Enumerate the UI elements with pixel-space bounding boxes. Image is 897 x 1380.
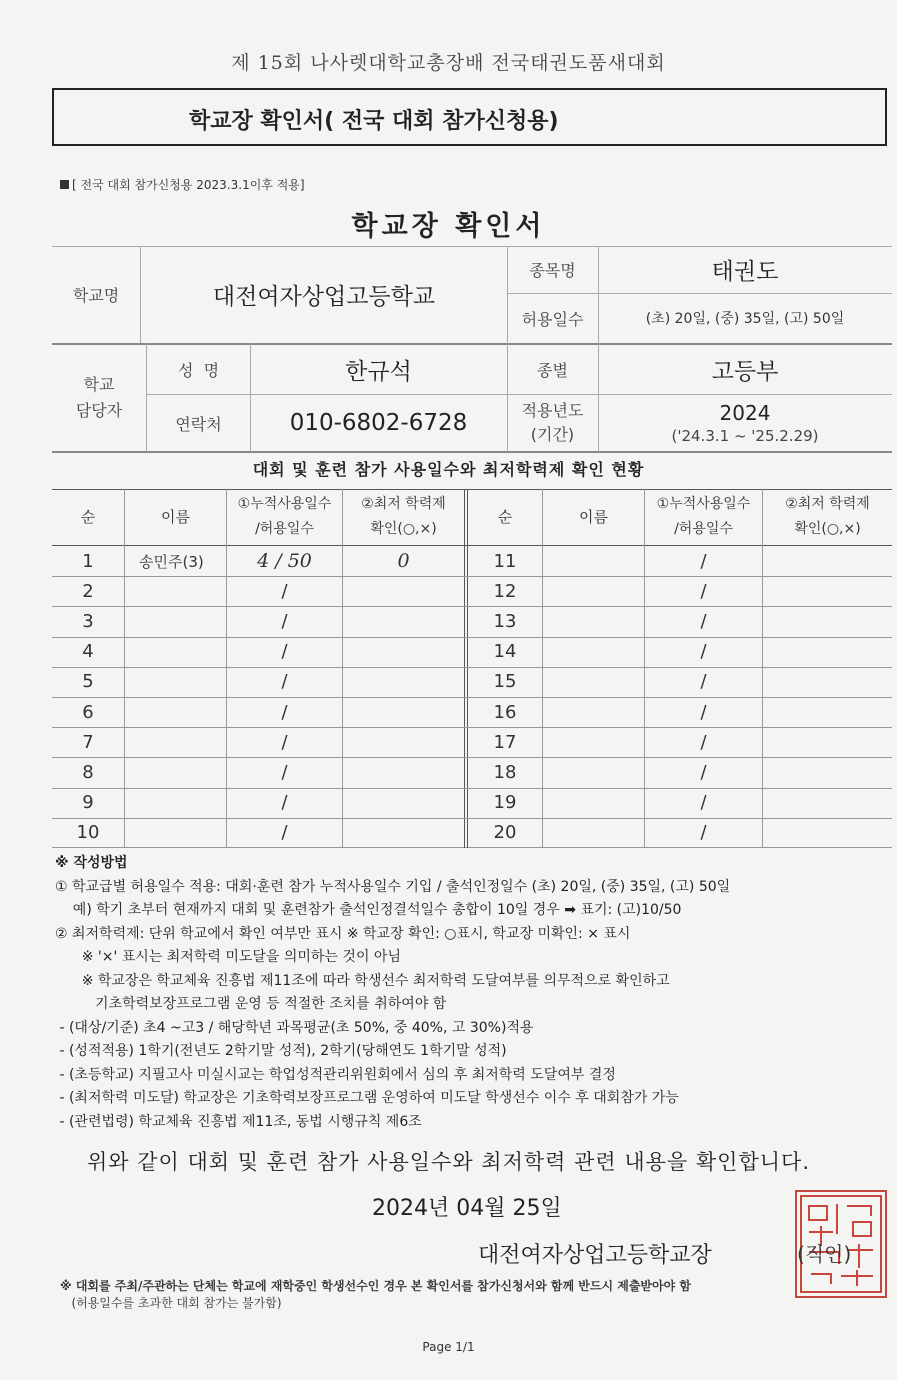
instruction-line: ① 학교급별 허용일수 적용: 대회·훈련 참가 누적사용일수 기입 / 출석인정일수 (초) 20일, (중) 35일, (고) 50일: [55, 878, 731, 895]
usage-days: /: [700, 550, 707, 572]
issue-date: 2024년 04월 25일: [372, 1196, 562, 1221]
row-number: 16: [493, 701, 517, 723]
row-number: 14: [493, 641, 517, 663]
usage-days: /: [700, 761, 707, 783]
instruction-line: ② 최저학력제: 단위 학교에서 확인 여부만 표시 ※ 학교장 확인: ○표시, 학교장 미확인: × 표시: [55, 925, 631, 942]
instruction-line: 예) 학기 초부터 현재까지 대회 및 훈련참가 출석인정결석일수 총합이 10일 경우 ➡ 표기: (고)10/50: [55, 902, 682, 918]
min-achievement-check: [763, 606, 892, 636]
row-number: 9: [82, 792, 94, 814]
min-achievement-check: [343, 637, 464, 667]
student-name: [125, 637, 226, 667]
row-number: 19: [493, 792, 517, 814]
footnote: [60, 1278, 880, 1312]
phone-label: 연락처: [175, 414, 222, 434]
row-number: 7: [82, 731, 94, 753]
footnote-line: ※ 대회를 주최/주관하는 단체는 학교에 재학중인 학생선수인 경우 본 확인서를 참가신청서와 함께 반드시 제출받아야 함: [60, 1279, 691, 1293]
min-achievement-check: [763, 818, 892, 848]
row-number: 10: [76, 822, 100, 844]
min-achievement-check: [763, 637, 892, 667]
student-name: [543, 576, 644, 606]
col-header-days-2: ①누적사용일수 /허용일수: [656, 496, 751, 537]
student-name: [543, 818, 644, 848]
student-name: [543, 546, 644, 576]
header-info-table: [52, 246, 892, 452]
usage-days: /: [700, 822, 707, 844]
row-number: 6: [82, 701, 94, 723]
min-achievement-check: [343, 818, 464, 848]
usage-days: /: [700, 792, 707, 814]
student-name: [543, 788, 644, 818]
col-header-check-2: ②최저 학력제 확인(○,×): [785, 496, 870, 537]
event-value: 태권도: [711, 259, 779, 285]
instructions-heading: ※ 작성방법: [55, 855, 128, 871]
row-number: 5: [82, 671, 94, 693]
min-achievement-check: [343, 667, 464, 697]
min-achievement-check: [763, 576, 892, 606]
col-header-name-2: 이름: [579, 507, 608, 526]
row-number: 1: [82, 550, 94, 572]
usage-days: /: [700, 731, 707, 753]
min-achievement-check: [343, 757, 464, 787]
square-bullet-icon: [60, 180, 69, 189]
student-name: [125, 757, 226, 787]
col-header-no-2: 순: [497, 507, 513, 526]
year-cell: [598, 394, 892, 452]
col-header-no: 순: [80, 507, 96, 526]
row-number: 4: [82, 641, 94, 663]
instruction-line: - (초등학교) 지필고사 미실시교는 학업성적관리위원회에서 심의 후 최저학력 도달여부 결정: [55, 1066, 616, 1083]
year-value: 2024: [719, 401, 771, 425]
min-achievement-check: [763, 757, 892, 787]
phone-value: 010-6802-6728: [289, 410, 468, 436]
min-achievement-check: [763, 667, 892, 697]
usage-days: /: [281, 822, 288, 844]
form-title-box: [52, 88, 887, 146]
school-contact-label: 학교 담당자: [75, 375, 123, 420]
contact-name-label: 성 명: [177, 360, 220, 380]
min-achievement-check: 0: [397, 550, 410, 573]
document-title: 학교장 확인서: [351, 211, 546, 242]
row-number: 12: [493, 580, 517, 602]
form-title: 학교장 확인서( 전국 대회 참가신청용): [189, 109, 559, 134]
min-achievement-check: [763, 727, 892, 757]
student-name: [125, 818, 226, 848]
principal-title: 대전여자상업고등학교장: [478, 1243, 712, 1268]
row-number: 18: [493, 761, 517, 783]
period-value: ('24.3.1 ~ '25.2.29): [671, 427, 819, 445]
instruction-line: 기초학력보장프로그램 운영 등 적절한 조치를 취하여야 함: [55, 996, 447, 1012]
min-achievement-check: [343, 606, 464, 636]
min-achievement-check: [763, 788, 892, 818]
page-number: Page 1/1: [422, 1340, 475, 1354]
student-name: [543, 637, 644, 667]
usage-days: /: [281, 580, 288, 602]
seal-label: (직인): [797, 1242, 852, 1266]
row-number: 20: [493, 822, 517, 844]
usage-days: /: [700, 610, 707, 632]
event-label: 종목명: [529, 261, 576, 280]
usage-days: /: [700, 701, 707, 723]
row-number: 3: [82, 610, 94, 632]
min-achievement-check: [343, 697, 464, 727]
student-name: [125, 667, 226, 697]
school-name-value: 대전여자상업고등학교: [212, 284, 436, 310]
confirmation-statement: 위와 같이 대회 및 훈련 참가 사용일수와 최저학력 관련 내용을 확인합니다.: [86, 1150, 810, 1174]
usage-days: /: [281, 641, 288, 663]
usage-days: 4 / 50: [257, 550, 312, 573]
division-label: 종별: [537, 360, 568, 380]
allowed-days-label: 허용일수: [521, 309, 584, 329]
student-name: [543, 757, 644, 787]
contact-name-value: 한규석: [345, 358, 412, 385]
instruction-line: - (관련법령) 학교체육 진흥법 제11조, 동법 시행규칙 제6조: [55, 1113, 422, 1130]
instruction-line: ※ '×' 표시는 최저학력 미도달을 의미하는 것이 아님: [55, 949, 401, 965]
col-header-days: ①누적사용일수 /허용일수: [237, 496, 332, 537]
student-name: [543, 606, 644, 636]
usage-days: /: [281, 761, 288, 783]
usage-days: /: [281, 701, 288, 723]
row-number: 2: [82, 580, 94, 602]
instruction-line: - (성적적용) 1학기(전년도 2학기말 성적), 2학기(당해연도 1학기말 성적): [55, 1043, 507, 1059]
min-achievement-check: [343, 727, 464, 757]
min-achievement-check: [763, 697, 892, 727]
usage-days: /: [700, 671, 707, 693]
row-number: 11: [493, 550, 517, 572]
instructions: [55, 852, 885, 1134]
footnote-line: (허용일수를 초과한 대회 참가는 불가함): [60, 1296, 282, 1310]
student-name: 송민주(3): [139, 552, 204, 571]
min-achievement-check: [763, 546, 892, 576]
row-number: 17: [493, 731, 517, 753]
form-note: [60, 176, 305, 193]
form-note-text: [ 전국 대회 참가신청용 2023.3.1이후 적용]: [72, 178, 305, 192]
row-number: 8: [82, 761, 94, 783]
usage-days: /: [281, 792, 288, 814]
usage-days: /: [281, 671, 288, 693]
usage-days: /: [281, 610, 288, 632]
student-name: [125, 606, 226, 636]
school-name-label: 학교명: [72, 286, 120, 305]
usage-days: /: [281, 731, 288, 753]
usage-table: [52, 489, 892, 848]
section-title: 대회 및 훈련 참가 사용일수와 최저학력제 확인 현황: [252, 460, 645, 479]
min-achievement-check: [343, 576, 464, 606]
instruction-line: - (대상/기준) 초4 ~고3 / 해당학년 과목평균(초 50%, 중 40%, 고 30%)적용: [55, 1019, 534, 1036]
student-name: [125, 697, 226, 727]
student-name: [543, 667, 644, 697]
event-title: 제 15회 나사렛대학교총장배 전국태권도품새대회: [231, 52, 666, 74]
min-achievement-check: [343, 788, 464, 818]
instruction-line: - (최저학력 미도달) 학교장은 기초학력보장프로그램 운영하여 미도달 학생선수 이수 후 대회참가 가능: [55, 1090, 679, 1106]
usage-days: /: [700, 580, 707, 602]
student-name: [125, 576, 226, 606]
student-name: [543, 697, 644, 727]
student-name: [125, 727, 226, 757]
row-number: 13: [493, 610, 517, 632]
allowed-days-value: (초) 20일, (중) 35일, (고) 50일: [645, 311, 845, 327]
student-name: [125, 788, 226, 818]
usage-days: /: [700, 641, 707, 663]
student-name: [543, 727, 644, 757]
row-number: 15: [493, 671, 517, 693]
col-header-check: ②최저 학력제 확인(○,×): [361, 496, 446, 537]
col-header-name: 이름: [161, 507, 190, 526]
year-label: 적용년도 (기간): [521, 401, 584, 444]
division-value: 고등부: [711, 358, 779, 385]
instruction-line: ※ 학교장은 학교체육 진흥법 제11조에 따라 학생선수 최저학력 도달여부를 의무적으로 확인하고: [55, 972, 670, 989]
